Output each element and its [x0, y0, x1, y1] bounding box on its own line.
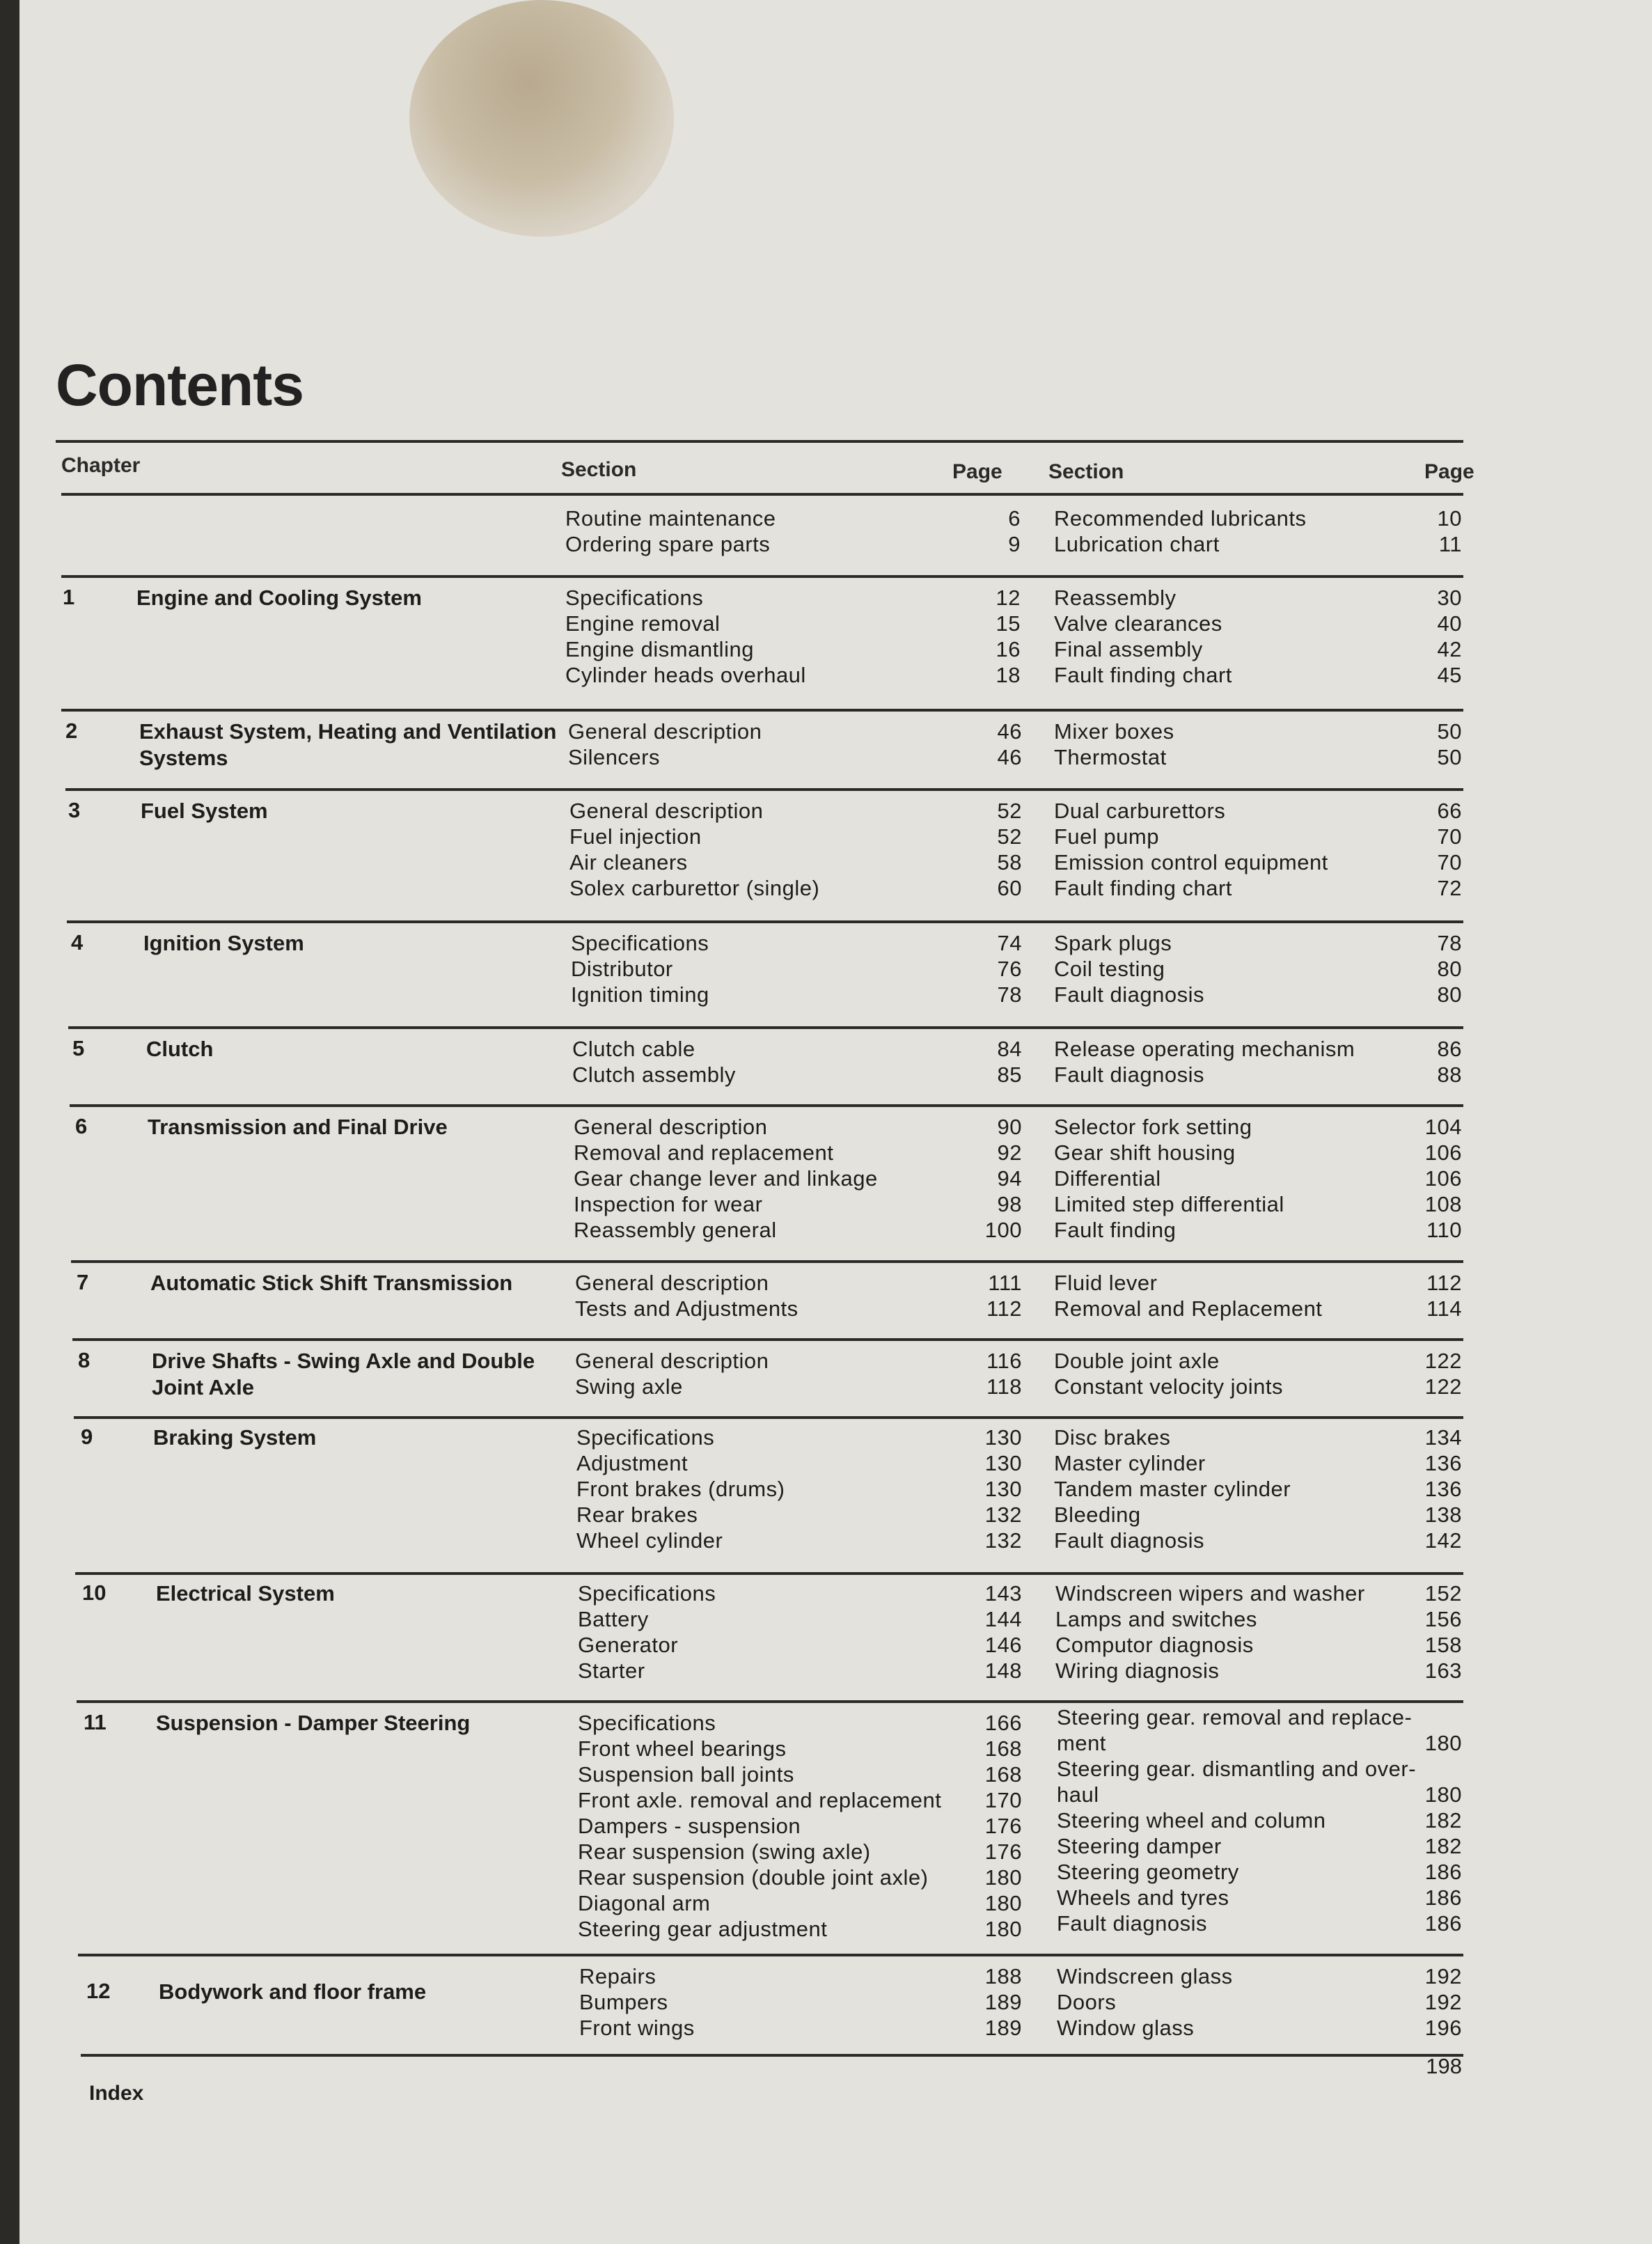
page-number: 72: [1437, 876, 1462, 900]
left-pages: [959, 1036, 1022, 1088]
section-item: Tandem master cylinder: [1054, 1477, 1291, 1501]
right-sections: [1054, 719, 1174, 770]
page-number: 58: [997, 850, 1022, 874]
section-item: Swing axle: [575, 1374, 683, 1399]
section-item: Engine dismantling: [565, 637, 754, 661]
page-number: 106: [1424, 1166, 1462, 1191]
page-title: Contents: [56, 352, 304, 418]
right-pages: [1399, 798, 1462, 901]
chapter-number: 8: [78, 1348, 91, 1372]
row-rule: [70, 1104, 1463, 1107]
section-item: Selector fork setting: [1054, 1115, 1252, 1139]
row-rule: [67, 920, 1463, 923]
page-number: 74: [997, 931, 1022, 955]
page-number: 104: [1424, 1115, 1462, 1139]
section-item: Clutch assembly: [572, 1062, 736, 1087]
section-item: Repairs: [579, 1964, 656, 1988]
section-item: Tests and Adjustments: [575, 1296, 799, 1321]
section-item: Gear change lever and linkage: [574, 1166, 878, 1191]
section-item: Adjustment: [576, 1451, 689, 1475]
page-number: 192: [1424, 1964, 1462, 1988]
header-section-left: Section: [561, 458, 637, 481]
right-pages: [1399, 930, 1462, 1007]
section-item: Front brakes (drums): [576, 1477, 785, 1501]
header-bottom-rule: [61, 493, 1463, 496]
section-item: Steering damper: [1057, 1834, 1222, 1858]
right-sections: [1054, 1425, 1291, 1553]
section-item: Steering wheel and column: [1057, 1808, 1326, 1833]
chapter-number: 11: [84, 1710, 107, 1734]
right-sections: [1054, 798, 1328, 901]
page-number: 136: [1424, 1477, 1462, 1501]
chapter-number: 2: [65, 719, 78, 743]
right-pages: [1399, 1425, 1462, 1553]
left-sections: [578, 1580, 716, 1684]
section-item: Steering gear. removal and replace-: [1057, 1705, 1413, 1729]
page-number: 92: [997, 1140, 1022, 1165]
section-item: Fault diagnosis: [1057, 1911, 1208, 1936]
page-number: 176: [984, 1814, 1022, 1838]
header-top-rule: [56, 440, 1463, 443]
page-number: 110: [1426, 1218, 1462, 1242]
chapter-title: Drive Shafts - Swing Axle and Double Joint Axle: [152, 1349, 535, 1399]
section-item: Double joint axle: [1054, 1349, 1220, 1373]
section-item: Doors: [1057, 1990, 1117, 2014]
chapter-title: Fuel System: [141, 799, 268, 823]
section-item: Engine removal: [565, 611, 721, 636]
page-number: 132: [984, 1502, 1022, 1527]
section-item: Front axle. removal and replacement: [578, 1788, 942, 1812]
section-item: Fault diagnosis: [1054, 1528, 1205, 1553]
section-item: General description: [574, 1115, 768, 1139]
section-item: haul: [1057, 1782, 1099, 1807]
page-number: 168: [984, 1762, 1022, 1787]
left-pages: [958, 505, 1021, 557]
page-number: 80: [1437, 957, 1462, 981]
left-sections: [565, 505, 776, 557]
row-rule: [71, 1260, 1463, 1263]
section-item: Computor diagnosis: [1055, 1633, 1254, 1657]
section-item: Inspection for wear: [574, 1192, 763, 1216]
section-item: Disc brakes: [1054, 1425, 1171, 1450]
page-number: 182: [1424, 1808, 1462, 1833]
index-label: Index: [89, 2082, 144, 2105]
page-number: 78: [1437, 931, 1462, 955]
chapter-title: Clutch: [146, 1037, 214, 1061]
header-chapter: Chapter: [61, 454, 141, 477]
page-number: 142: [1424, 1528, 1462, 1553]
right-sections: [1054, 1114, 1284, 1243]
right-pages: [1399, 1114, 1462, 1243]
row-rule: [65, 788, 1463, 791]
section-item: Silencers: [568, 745, 660, 769]
section-item: Routine maintenance: [565, 506, 776, 531]
section-item: Reassembly: [1054, 586, 1177, 610]
page-number: 180: [984, 1917, 1022, 1941]
page-number: 146: [984, 1633, 1022, 1657]
chapter-number: 9: [81, 1425, 93, 1449]
section-item: Rear brakes: [576, 1502, 698, 1527]
page-number: 46: [997, 719, 1022, 744]
page-number: 116: [986, 1349, 1022, 1373]
row-rule: [68, 1026, 1463, 1029]
left-sections: [572, 1036, 736, 1088]
section-item: Fuel injection: [569, 824, 702, 849]
page-number: 10: [1437, 506, 1462, 531]
page-number: 136: [1424, 1451, 1462, 1475]
section-item: Battery: [578, 1607, 649, 1631]
index-page: 198: [1426, 2054, 1462, 2078]
right-sections: [1054, 505, 1307, 557]
section-item: Cylinder heads overhaul: [565, 663, 806, 687]
section-item: Bleeding: [1054, 1502, 1141, 1527]
section-item: Emission control equipment: [1054, 850, 1328, 874]
section-item: Fault diagnosis: [1054, 1062, 1205, 1087]
page-number: 132: [984, 1528, 1022, 1553]
left-pages: [958, 585, 1021, 688]
section-item: Fuel pump: [1054, 824, 1159, 849]
page-number: 18: [996, 663, 1021, 687]
page-number: 192: [1424, 1990, 1462, 2014]
chapter-title: Ignition System: [143, 931, 304, 955]
page-number: 189: [984, 2016, 1022, 2040]
left-pages: [959, 719, 1022, 770]
page-number: 84: [997, 1037, 1022, 1061]
chapter-number: 3: [68, 798, 81, 822]
section-item: Windscreen wipers and washer: [1055, 1581, 1365, 1606]
page-number: 138: [1424, 1502, 1462, 1527]
section-item: Master cylinder: [1054, 1451, 1206, 1475]
header-section-right: Section: [1048, 460, 1124, 483]
page-number: 45: [1437, 663, 1462, 687]
header-page-right: Page: [1424, 460, 1474, 483]
page-number: 186: [1424, 1860, 1462, 1884]
section-item: Valve clearances: [1054, 611, 1222, 636]
section-item: Ordering spare parts: [565, 532, 771, 556]
page-number: 60: [997, 876, 1022, 900]
chapter-number: 6: [75, 1114, 88, 1138]
right-sections: [1057, 1963, 1233, 2041]
page-number: 46: [997, 745, 1022, 769]
section-item: Wheels and tyres: [1057, 1885, 1229, 1910]
section-item: Differential: [1054, 1166, 1161, 1191]
right-pages: [1399, 1036, 1462, 1088]
right-sections: [1057, 1704, 1416, 1936]
page-number: 111: [988, 1271, 1022, 1295]
page-number: 50: [1437, 745, 1462, 769]
page-number: 80: [1437, 982, 1462, 1007]
section-item: ment: [1057, 1731, 1106, 1755]
page-number: 186: [1424, 1911, 1462, 1936]
page-number: 188: [984, 1964, 1022, 1988]
stain: [409, 0, 674, 237]
chapter-number: 4: [71, 930, 84, 955]
page-number: 180: [984, 1865, 1022, 1890]
right-pages: [1399, 585, 1462, 688]
section-item: Removal and Replacement: [1054, 1296, 1323, 1321]
right-sections: [1055, 1580, 1365, 1684]
right-pages: [1399, 719, 1462, 770]
page-number: 134: [1424, 1425, 1462, 1450]
page-number: 70: [1437, 824, 1462, 849]
row-rule: [74, 1416, 1463, 1419]
left-sections: [569, 798, 819, 901]
page-number: 78: [997, 982, 1022, 1007]
page-number: 144: [984, 1607, 1022, 1631]
section-item: Steering gear. dismantling and over-: [1057, 1757, 1417, 1781]
row-rule: [72, 1338, 1463, 1341]
page-number: 100: [984, 1218, 1022, 1242]
row-rule: [81, 2054, 1463, 2057]
section-item: Dual carburettors: [1054, 799, 1226, 823]
page-number: 130: [984, 1451, 1022, 1475]
right-sections: [1054, 1348, 1283, 1399]
section-item: Release operating mechanism: [1054, 1037, 1355, 1061]
section-item: Fault diagnosis: [1054, 982, 1205, 1007]
section-item: Lubrication chart: [1054, 532, 1220, 556]
section-item: General description: [569, 799, 764, 823]
right-sections: [1054, 930, 1204, 1007]
section-item: Specifications: [576, 1425, 715, 1450]
right-pages: [1399, 1580, 1462, 1684]
page-number: 66: [1437, 799, 1462, 823]
page-number: 196: [1424, 2016, 1462, 2040]
section-item: Removal and replacement: [574, 1140, 834, 1165]
section-item: Fault finding chart: [1054, 876, 1232, 900]
chapter-number: 1: [63, 585, 75, 609]
section-item: Dampers - suspension: [578, 1814, 801, 1838]
page-number: 12: [996, 586, 1021, 610]
left-pages: [959, 1270, 1022, 1321]
left-sections: [568, 719, 762, 770]
section-item: Final assembly: [1054, 637, 1203, 661]
page-number: 42: [1437, 637, 1462, 661]
row-rule: [77, 1700, 1463, 1703]
section-item: Steering geometry: [1057, 1860, 1239, 1884]
page-number: [1399, 1756, 1462, 1782]
section-item: Wiring diagnosis: [1055, 1658, 1220, 1683]
page-number: 189: [984, 1990, 1022, 2014]
page-number: 112: [1426, 1271, 1462, 1295]
page-number: 180: [1424, 1731, 1462, 1755]
section-item: Thermostat: [1054, 745, 1167, 769]
left-pages: [959, 1425, 1022, 1553]
page-number: 156: [1424, 1607, 1462, 1631]
left-sections: [576, 1425, 785, 1553]
page-number: 86: [1437, 1037, 1462, 1061]
page-number: 152: [1424, 1581, 1462, 1606]
page-number: 108: [1424, 1192, 1462, 1216]
section-item: Windscreen glass: [1057, 1964, 1233, 1988]
page-number: 11: [1438, 532, 1462, 556]
section-item: Front wings: [579, 2016, 695, 2040]
page-number: 143: [984, 1581, 1022, 1606]
left-pages: [959, 1710, 1022, 1942]
chapter-title: Bodywork and floor frame: [159, 1979, 427, 2004]
page-number: 52: [997, 824, 1022, 849]
page-number: 50: [1437, 719, 1462, 744]
section-item: Recommended lubricants: [1054, 506, 1307, 531]
section-item: Generator: [578, 1633, 679, 1657]
right-pages: [1399, 1704, 1462, 1936]
section-item: Spark plugs: [1054, 931, 1172, 955]
chapter-title: Transmission and Final Drive: [148, 1115, 448, 1139]
chapter-number: 12: [86, 1979, 111, 2003]
contents-page: [19, 0, 1652, 2244]
page-number: 122: [1424, 1349, 1462, 1373]
page-number: 176: [984, 1839, 1022, 1864]
section-item: Solex carburettor (single): [569, 876, 820, 900]
page-number: 90: [997, 1115, 1022, 1139]
section-item: Specifications: [578, 1711, 716, 1735]
row-rule: [78, 1954, 1463, 1956]
header-page-left: Page: [952, 460, 1002, 483]
page-number: 15: [996, 611, 1021, 636]
section-item: Rear suspension (double joint axle): [578, 1865, 929, 1890]
left-sections: [571, 930, 709, 1007]
chapter-number: 10: [82, 1580, 107, 1605]
page-number: 9: [1008, 532, 1021, 556]
left-sections: [575, 1270, 799, 1321]
page-number: 40: [1437, 611, 1462, 636]
section-item: Distributor: [571, 957, 673, 981]
page-number: 158: [1424, 1633, 1462, 1657]
section-item: Mixer boxes: [1054, 719, 1174, 744]
section-item: Specifications: [571, 931, 709, 955]
section-item: Specifications: [578, 1581, 716, 1606]
page-number: 85: [997, 1062, 1022, 1087]
page-number: 163: [1424, 1658, 1462, 1683]
page-number: 180: [984, 1891, 1022, 1915]
page-number: 112: [986, 1296, 1022, 1321]
chapter-title: Engine and Cooling System: [136, 586, 422, 610]
section-item: Clutch cable: [572, 1037, 695, 1061]
section-item: Fault finding: [1054, 1218, 1177, 1242]
page-number: [1399, 1704, 1462, 1730]
left-pages: [959, 930, 1022, 1007]
page-number: 170: [984, 1788, 1022, 1812]
section-item: Specifications: [565, 586, 704, 610]
page-number: 88: [1437, 1062, 1462, 1087]
section-item: Gear shift housing: [1054, 1140, 1236, 1165]
section-item: Air cleaners: [569, 850, 688, 874]
section-item: Bumpers: [579, 1990, 668, 2014]
section-item: Constant velocity joints: [1054, 1374, 1284, 1399]
left-sections: [575, 1348, 769, 1399]
page-number: 148: [984, 1658, 1022, 1683]
right-sections: [1054, 1270, 1322, 1321]
right-pages: [1399, 1348, 1462, 1399]
page-number: 70: [1437, 850, 1462, 874]
page-number: 180: [1424, 1782, 1462, 1807]
section-item: General description: [568, 719, 762, 744]
section-item: Limited step differential: [1054, 1192, 1284, 1216]
left-pages: [959, 1114, 1022, 1243]
left-pages: [959, 1963, 1022, 2041]
left-pages: [959, 1348, 1022, 1399]
section-item: Diagonal arm: [578, 1891, 711, 1915]
section-item: Fault finding chart: [1054, 663, 1232, 687]
page-number: 16: [996, 637, 1021, 661]
section-item: General description: [575, 1271, 769, 1295]
page-number: 98: [997, 1192, 1022, 1216]
section-item: General description: [575, 1349, 769, 1373]
right-sections: [1054, 585, 1232, 688]
page-number: 76: [997, 957, 1022, 981]
left-sections: [565, 585, 806, 688]
right-pages: [1399, 1270, 1462, 1321]
page-number: 182: [1424, 1834, 1462, 1858]
page-number: 118: [986, 1374, 1022, 1399]
section-item: Reassembly general: [574, 1218, 777, 1242]
section-item: Ignition timing: [571, 982, 709, 1007]
chapter-title: Automatic Stick Shift Transmission: [150, 1271, 513, 1295]
page-number: 114: [1426, 1296, 1462, 1321]
chapter-number: 5: [72, 1036, 85, 1060]
left-sections: [579, 1963, 695, 2041]
page-number: 168: [984, 1736, 1022, 1761]
section-item: Suspension ball joints: [578, 1762, 794, 1787]
section-item: Starter: [578, 1658, 645, 1683]
left-sections: [574, 1114, 878, 1243]
chapter-title: Electrical System: [156, 1581, 335, 1606]
section-item: Fluid lever: [1054, 1271, 1158, 1295]
page-number: 52: [997, 799, 1022, 823]
chapter-title: Suspension - Damper Steering: [156, 1711, 471, 1735]
row-rule: [61, 575, 1463, 578]
left-pages: [959, 1580, 1022, 1684]
chapter-title: Braking System: [153, 1425, 317, 1450]
section-item: Rear suspension (swing axle): [578, 1839, 871, 1864]
left-pages: [959, 798, 1022, 901]
section-item: Front wheel bearings: [578, 1736, 787, 1761]
page-number: 30: [1437, 586, 1462, 610]
page-number: 130: [984, 1477, 1022, 1501]
section-item: Wheel cylinder: [576, 1528, 723, 1553]
page-number: 6: [1008, 506, 1021, 531]
row-rule: [75, 1572, 1463, 1575]
right-pages: [1399, 1963, 1462, 2041]
section-item: Coil testing: [1054, 957, 1165, 981]
page-number: 106: [1424, 1140, 1462, 1165]
right-pages: [1399, 505, 1462, 557]
page-number: 130: [984, 1425, 1022, 1450]
page-number: 166: [984, 1711, 1022, 1735]
chapter-title: Exhaust System, Heating and Ventilation Systems: [139, 719, 557, 770]
page-number: 186: [1424, 1885, 1462, 1910]
left-sections: [578, 1710, 941, 1942]
row-rule: [61, 709, 1463, 712]
chapter-number: 7: [77, 1270, 89, 1294]
section-item: Lamps and switches: [1055, 1607, 1257, 1631]
page-number: 94: [997, 1166, 1022, 1191]
section-item: Steering gear adjustment: [578, 1917, 828, 1941]
page-number: 122: [1424, 1374, 1462, 1399]
right-sections: [1054, 1036, 1355, 1088]
section-item: Window glass: [1057, 2016, 1195, 2040]
